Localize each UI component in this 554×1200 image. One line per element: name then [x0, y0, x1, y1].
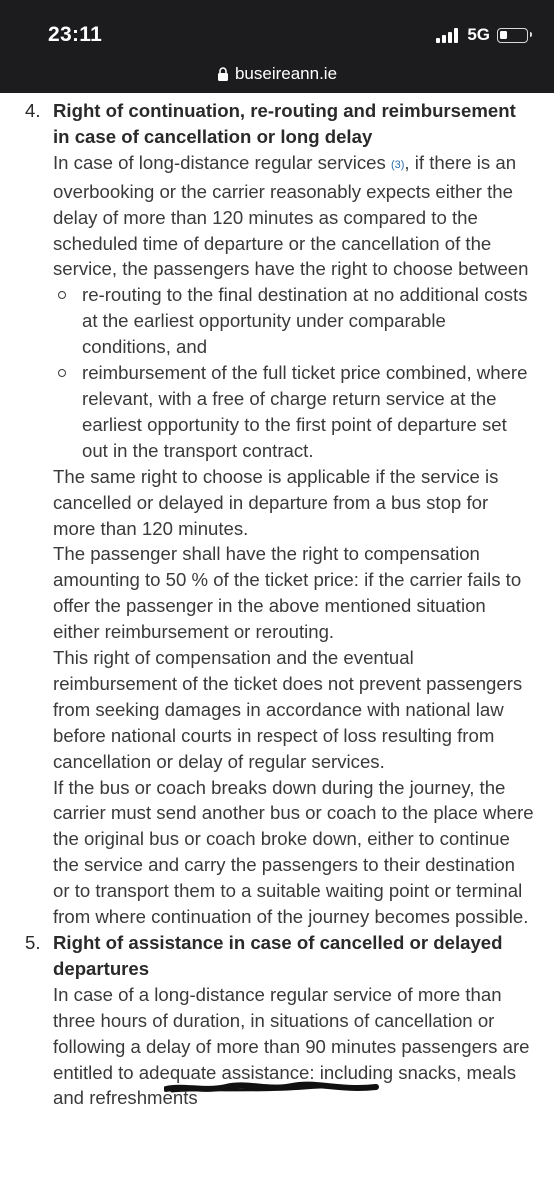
address-bar[interactable]: [0, 62, 554, 86]
page-content[interactable]: [0, 93, 554, 1200]
section-number: 4.: [25, 100, 41, 121]
intro-text: In case of long-distance regular services: [53, 151, 391, 173]
section-4: [0, 98, 554, 930]
intro-text-continued: , if there is an overbooking or the carrier reasonably expects either the delay of more than 120 minutes as compared to the scheduled time of departure or the cancellation of the service, the passengers have the right to choose between: [53, 151, 529, 280]
battery-tip: [530, 32, 533, 37]
section-title: Right of assistance in case of cancelled or delayed departures: [53, 932, 503, 979]
browser-chrome: [0, 0, 554, 93]
list-item: [82, 360, 534, 464]
paragraph: This right of compensation and the eventual reimbursement of the ticket does not prevent passengers from seeking damages in accordance with national law before national courts in respect of loss resulting from cancellation or delay of regular services.: [53, 647, 523, 772]
footnote-ref-link[interactable]: (3): [390, 158, 405, 171]
battery-icon: [497, 28, 528, 43]
url-text: buseireann.ie: [234, 64, 338, 83]
status-time: 23:11: [48, 23, 103, 46]
list-item-text: re-routing to the final destination at no additional costs at the earliest opportunity under comparable conditions, and: [82, 284, 528, 358]
list-item-text: reimbursement of the full ticket price combined, where relevant, with a free of charge return service at the earliest opportunity to the first point of departure set out in the transport contract.: [82, 362, 528, 461]
paragraph: If the bus or coach breaks down during the journey, the carrier must send another bus or coach to the place where the original bus or coach broke down, either to continue the service and carry the passengers to their destination or to transport them to a suitable waiting point or terminal from where continuation of the journey becomes possible.: [53, 776, 534, 928]
section-number: 5.: [25, 932, 41, 953]
paragraph: The same right to choose is applicable if the service is cancelled or delayed in departure from a bus stop for more than 120 minutes.: [53, 465, 499, 539]
handwritten-scribble: [164, 1076, 380, 1100]
section-title: Right of continuation, re-routing and reimbursement in case of cancellation or long delay: [53, 100, 516, 147]
paragraph: The passenger shall have the right to compensation amounting to 50 % of the ticket price: if the carrier fails to offer the passenger in the above mentioned situation either reimbursement or rerouting.: [53, 543, 522, 643]
list-item: [82, 282, 534, 360]
circle-bullet-icon: [58, 369, 66, 377]
lock-icon: [217, 67, 229, 81]
cellular-signal-icon: [436, 27, 460, 43]
battery-level-fill: [500, 31, 507, 39]
network-type: 5G: [467, 25, 490, 44]
paragraph: In case of a long-distance regular service of more than three hours of duration, in situations of cancellation or following a delay of more than 90 minutes passengers are entitled to adequate assistance: including snacks, meals and refreshments: [53, 983, 530, 1109]
status-indicators: [436, 24, 528, 46]
choice-list: [53, 282, 534, 463]
circle-bullet-icon: [58, 291, 66, 299]
section-intro: [53, 150, 534, 283]
